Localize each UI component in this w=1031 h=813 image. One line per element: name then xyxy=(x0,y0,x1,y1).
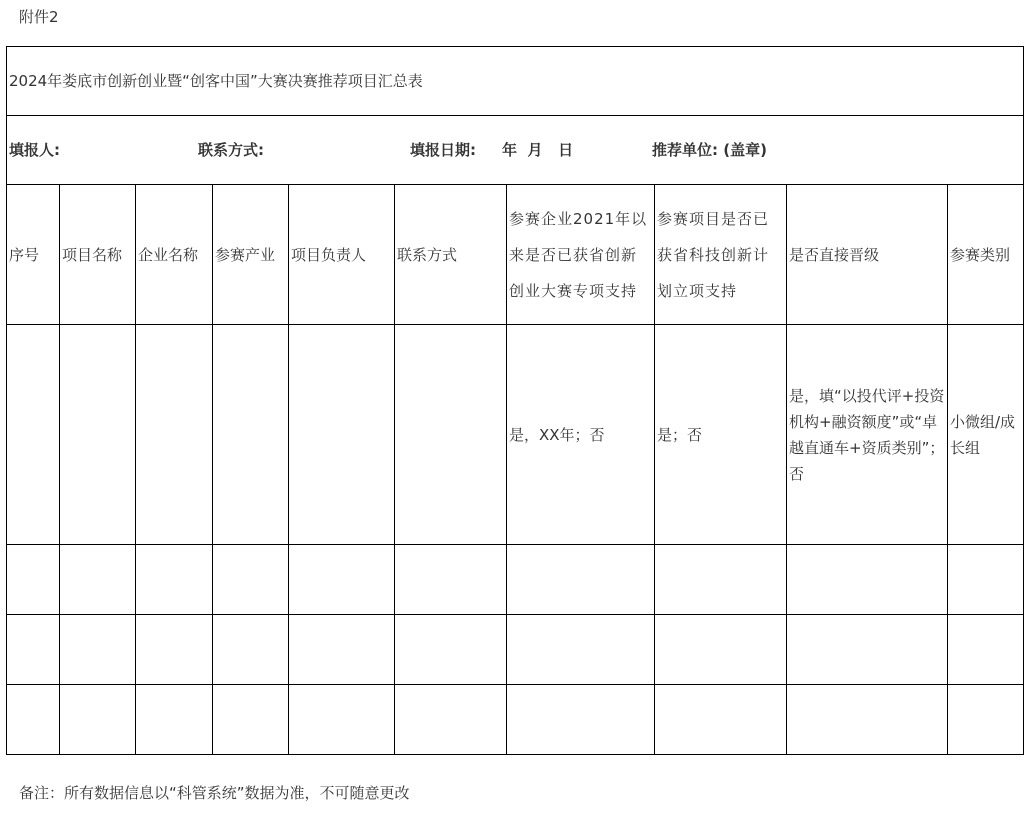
table-cell[interactable] xyxy=(60,545,136,615)
table-cell[interactable] xyxy=(289,615,395,685)
table-cell[interactable] xyxy=(787,615,948,685)
table-cell[interactable] xyxy=(213,685,289,755)
table-cell[interactable] xyxy=(655,545,787,615)
table-cell[interactable] xyxy=(507,545,655,615)
table-row xyxy=(7,685,1024,755)
table-cell[interactable] xyxy=(136,615,213,685)
table-cell[interactable] xyxy=(289,685,395,755)
table-cell[interactable]: 是，填“以投代评+投资机构+融资额度”或“卓越直通车+资质类别”；否 xyxy=(787,325,948,545)
table-cell[interactable] xyxy=(136,325,213,545)
table-cell[interactable] xyxy=(7,325,60,545)
table-cell[interactable] xyxy=(787,545,948,615)
table-cell[interactable] xyxy=(655,615,787,685)
table-row xyxy=(7,545,1024,615)
table-row xyxy=(7,325,1024,545)
column-header: 企业名称 xyxy=(136,185,213,325)
table-cell[interactable] xyxy=(507,615,655,685)
table-cell[interactable] xyxy=(136,685,213,755)
table-cell[interactable]: 是，XX年；否 xyxy=(507,325,655,545)
table-cell[interactable] xyxy=(213,615,289,685)
table-cell[interactable]: 小微组/成长组 xyxy=(948,325,1024,545)
table-cell[interactable] xyxy=(948,545,1024,615)
table-cell[interactable] xyxy=(395,615,507,685)
footer-note: 备注：所有数据信息以“科管系统”数据为准，不可随意更改 xyxy=(19,784,410,802)
column-header: 参赛类别 xyxy=(948,185,1024,325)
column-header: 是否直接晋级 xyxy=(787,185,948,325)
table-title: 2024年娄底市创新创业暨“创客中国”大赛决赛推荐项目汇总表 xyxy=(7,47,1024,116)
table-cell[interactable]: 是；否 xyxy=(655,325,787,545)
table-cell[interactable] xyxy=(948,685,1024,755)
column-header: 参赛项目是否已获省科技创新计划立项支持 xyxy=(655,185,787,325)
table-cell[interactable] xyxy=(60,615,136,685)
column-header: 联系方式 xyxy=(395,185,507,325)
table-cell[interactable] xyxy=(395,685,507,755)
date-blanks: 年 月 日 xyxy=(502,141,574,159)
column-header: 项目负责人 xyxy=(289,185,395,325)
meta-row xyxy=(7,116,1024,185)
table-cell[interactable] xyxy=(60,685,136,755)
table-cell[interactable] xyxy=(787,685,948,755)
recommend-unit-label: 推荐单位: (盖章) xyxy=(652,141,767,159)
table-cell[interactable] xyxy=(7,615,60,685)
table-cell[interactable] xyxy=(289,325,395,545)
table-cell[interactable] xyxy=(213,325,289,545)
table-cell[interactable] xyxy=(7,545,60,615)
column-header: 项目名称 xyxy=(60,185,136,325)
table-cell[interactable] xyxy=(289,545,395,615)
column-header: 参赛产业 xyxy=(213,185,289,325)
summary-table xyxy=(6,46,1024,755)
table-row xyxy=(7,615,1024,685)
table-cell[interactable] xyxy=(60,325,136,545)
contact-label: 联系方式: xyxy=(198,141,264,159)
table-cell[interactable] xyxy=(655,685,787,755)
column-header: 序号 xyxy=(7,185,60,325)
table-cell[interactable] xyxy=(948,615,1024,685)
attachment-label: 附件2 xyxy=(19,8,59,26)
table-cell[interactable] xyxy=(7,685,60,755)
table-cell[interactable] xyxy=(136,545,213,615)
table-cell[interactable] xyxy=(395,325,507,545)
table-cell[interactable] xyxy=(395,545,507,615)
column-header: 参赛企业2021年以来是否已获省创新创业大赛专项支持 xyxy=(507,185,655,325)
table-cell[interactable] xyxy=(507,685,655,755)
date-label: 填报日期: xyxy=(410,141,476,159)
table-cell[interactable] xyxy=(213,545,289,615)
filler-label: 填报人: xyxy=(9,141,60,159)
